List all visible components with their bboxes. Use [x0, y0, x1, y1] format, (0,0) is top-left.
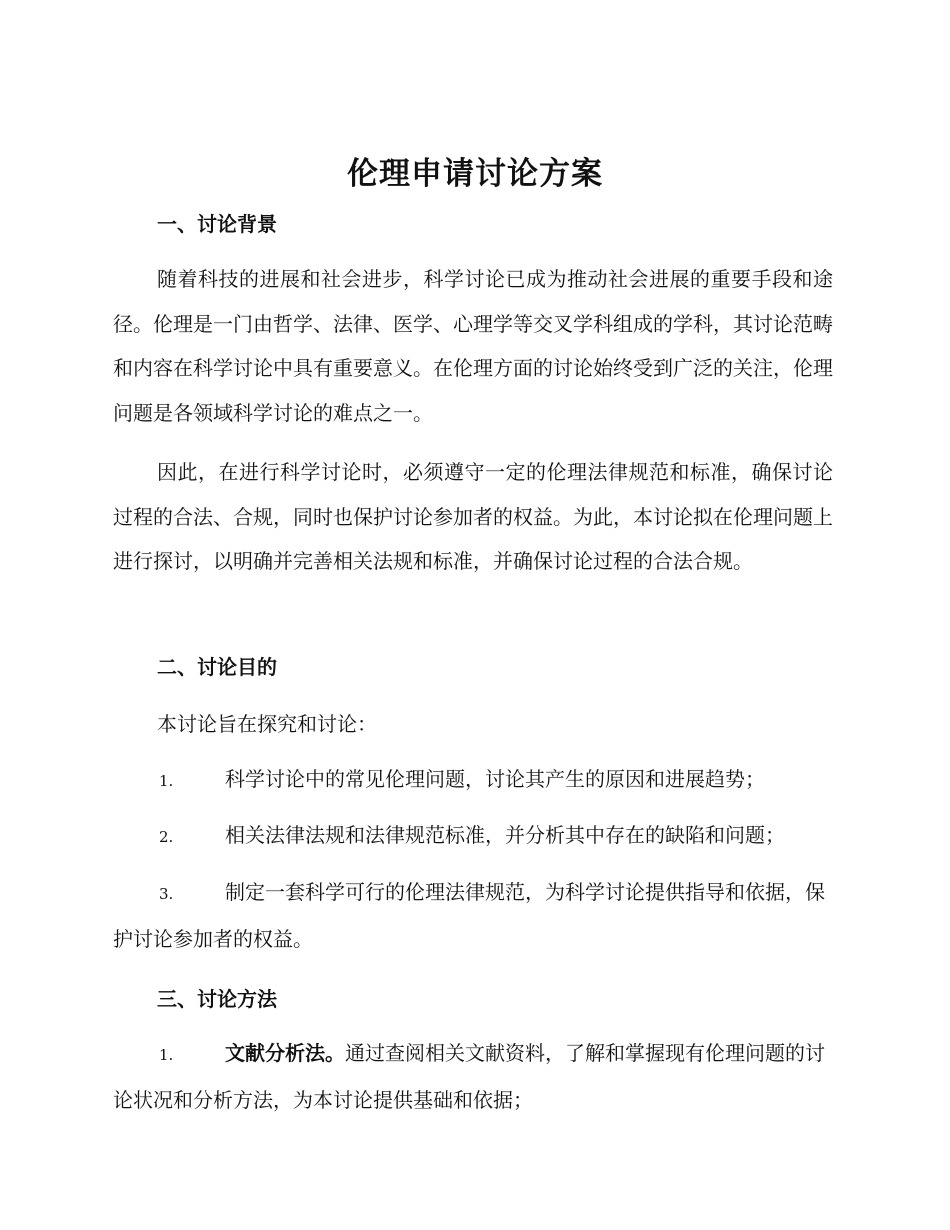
- section-heading-method: 三、讨论方法: [157, 987, 277, 1011]
- list-number: 2.: [159, 828, 174, 846]
- list-text: 相关法律法规和法律规范标准，并分析其中存在的缺陷和问题；: [225, 823, 785, 847]
- section-intro: 本讨论旨在探究和讨论：: [157, 712, 377, 736]
- list-item: [113, 1031, 833, 1122]
- section-heading-background: 一、讨论背景: [157, 212, 277, 236]
- list-number: 1.: [159, 1046, 174, 1064]
- paragraph: 因此，在进行科学讨论时，必须遵守一定的伦理法律规范和标准，确保讨论过程的合法、合规，同时也保护讨论参加者的权益。为此，本讨论拟在伦理问题上进行探讨，以明确并完善相关法规和标准，并确保讨论过程的合法合规。: [113, 460, 833, 573]
- list-text: 科学讨论中的常见伦理问题，讨论其产生的原因和进展趋势；: [225, 767, 765, 791]
- list-text: 通过查阅相关文献资料，了解和掌握现有伦理问题的讨论状况和分析方法，为本讨论提供基础和依据；: [113, 1041, 825, 1112]
- method-name: 文献分析法。: [225, 1041, 345, 1065]
- list-text: 制定一套科学可行的伦理法律规范，为科学讨论提供指导和依据，保护讨论参加者的权益。: [113, 880, 825, 951]
- list-item: [113, 813, 833, 860]
- paragraph: 随着科技的进展和社会进步，科学讨论已成为推动社会进展的重要手段和途径。伦理是一门由哲学、法律、医学、心理学等交叉学科组成的学科，其讨论范畴和内容在科学讨论中具有重要意义。在伦理方面的讨论始终受到广泛的关注，伦理问题是各领域科学讨论的难点之一。: [113, 267, 833, 425]
- list-number: 3.: [159, 885, 174, 903]
- list-item: [113, 757, 833, 804]
- document-title: 伦理申请讨论方案: [347, 156, 603, 192]
- list-number: 1.: [159, 772, 174, 790]
- section-heading-purpose: 二、讨论目的: [157, 655, 277, 679]
- list-item: [113, 870, 833, 961]
